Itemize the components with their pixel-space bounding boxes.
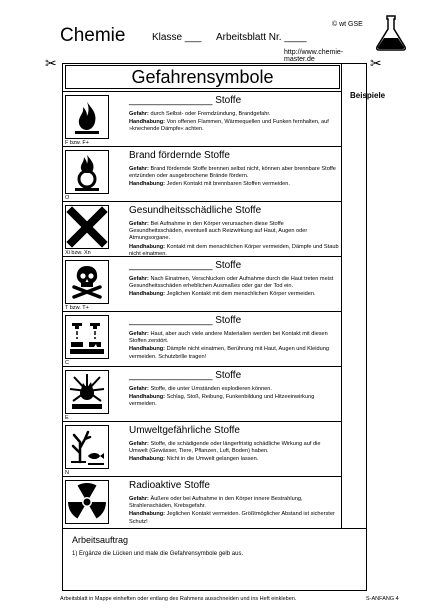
assignment-title: Arbeitsauftrag (72, 535, 129, 545)
handling-label: Handhabung: (129, 291, 166, 298)
copyright-text: © wt GSE (332, 21, 363, 28)
danger-label: Gefahr: (129, 496, 149, 502)
hazard-title: _______________ Stoffe (129, 315, 242, 326)
handling-label: Handhabung: (129, 511, 166, 518)
subject-title: Chemie (60, 25, 126, 46)
worksheet-header (60, 18, 370, 63)
danger-label: Gefahr: (129, 386, 149, 392)
hazard-code: Xi bzw. Xn (65, 250, 91, 256)
danger-label: Gefahr: (129, 111, 149, 117)
hazard-title: _______________ Stoffe (129, 95, 242, 106)
scissors-icon: ✂ (370, 55, 382, 71)
assignment-section (62, 528, 367, 591)
handling-label: Handhabung: (129, 346, 166, 353)
explosion-icon (65, 370, 109, 414)
skull-icon (65, 260, 109, 304)
handling-label: Handhabung: (129, 119, 166, 126)
handling-label: Handhabung: (129, 243, 166, 250)
hazard-title: Radioaktive Stoffe (129, 480, 210, 491)
handling-text: Jeglichen Kontakt vermeiden. Größtmöglicher Abstand ist sicherster Schutz! (129, 511, 335, 525)
title-box (65, 65, 340, 89)
handling-label: Handhabung: (129, 181, 166, 188)
hazard-title: _______________ Stoffe (129, 260, 242, 271)
hazard-code: O (65, 195, 70, 201)
hazard-code: N (65, 470, 69, 476)
hazard-title: _______________ Stoffe (129, 370, 242, 381)
danger-label: Gefahr: (129, 331, 149, 337)
hazard-code: F bzw. F+ (65, 140, 89, 146)
examples-column-divider (341, 63, 342, 528)
handling-text: Kontakt mit dem menschlichen Körper vermeiden, Dämpfe und Staub nicht einatmen. (129, 243, 339, 257)
hazard-code: T bzw. T+ (65, 305, 89, 311)
handling-text: Von offenen Flammen, Wärmequellen und Funken fernhalten, auf »knechende Dämpfe« achten. (129, 119, 329, 133)
hazard-code: E (65, 415, 69, 421)
handling-text: Schlag, Stoß, Reibung, Funkenbildung und Hitzeeinwirkung vermeiden. (129, 394, 315, 408)
handling-text: Jeglichen Kontakt mit dem menschlichen Körper vermeiden. (166, 291, 316, 298)
handling-text: Nicht in die Umwelt gelangen lassen. (166, 456, 259, 463)
danger-text: durch Selbst- oder Fremdzündung, Brandgefahr. (150, 111, 271, 117)
danger-text: Stoffe, die unter Umständen explodieren können. (150, 386, 272, 392)
handling-text: Jeden Kontakt mit brennbaren Stoffen vermeiden. (166, 181, 290, 188)
dead-tree-fish-icon (65, 425, 109, 469)
danger-text: Stoffe, die schädigende oder längerfristig schädliche Wirkung auf die Umwelt (Gewässer, Tiere, Pflanzen, Luft, Boden) haben. (129, 441, 321, 455)
handling-label: Handhabung: (129, 456, 166, 463)
flame-over-circle-icon (65, 150, 109, 194)
hazard-title: Gesundheitsschädliche Stoffe (129, 205, 262, 216)
assignment-item: 1) Ergänze die Lücken und male die Gefahrensymbole gelb aus. (72, 551, 244, 557)
website-url: http://www.chemie-master.de (284, 49, 344, 63)
footer-instructions: Arbeitsblatt in Mappe einheften oder entlang des Rahmens ausschneiden und ins Heft einkleben. (60, 596, 297, 602)
hazard-title: Umweltgefährliche Stoffe (129, 425, 240, 436)
page-title: Gefahrensymbole (131, 67, 274, 87)
handling-label: Handhabung: (129, 394, 166, 401)
scissors-icon: ✂ (45, 55, 57, 71)
danger-text: Nach Einatmen, Verschlucken oder Aufnahme durch die Haut treten meist Gesundheitsschäden erheblichen Ausmaßes oder gar der Tod ein. (129, 276, 334, 290)
examples-column-header: Beispiele (350, 91, 386, 100)
danger-label: Gefahr: (129, 166, 149, 172)
danger-label: Gefahr: (129, 276, 149, 282)
class-label: Klasse ___ (152, 32, 202, 43)
cross-icon (65, 205, 109, 249)
danger-label: Gefahr: (129, 221, 149, 227)
handling-text: Dämpfe nicht einatmen, Berührung mit Haut, Augen und Kleidung vermeiden. Schutzbrille tragen! (129, 346, 329, 360)
danger-label: Gefahr: (129, 441, 149, 447)
danger-text: Brand fördernde Stoffe brennen selbst nicht, können aber brennbare Stoffe entzünden oder ausgebrochene Brände fördern. (129, 166, 336, 180)
sheet-number-label: Arbeitsblatt Nr. ____ (216, 32, 307, 43)
danger-text: Bei Aufnahme in den Körper verursachen diese Stoffe Gesundheitsschäden, eventuell auch Reizwirkung auf Haut, Augen oder Atmungsorgane. (129, 221, 308, 242)
hazard-code: C (65, 360, 69, 366)
hazard-title: Brand fördernde Stoffe (129, 150, 230, 161)
corrosion-icon (65, 315, 109, 359)
radiation-icon (65, 480, 109, 524)
footer-code: S-ANFANG 4 (366, 596, 399, 602)
danger-text: Haut, aber auch viele andere Materialien werden bei Kontakt mit diesen Stoffen zerstört. (129, 331, 328, 345)
danger-text: Äußere oder bei Aufnahme in den Körper innere Bestrahlung, Strahlenschäden, Krebsgefahr. (129, 496, 303, 510)
flask-icon (372, 14, 410, 52)
flame-icon (65, 95, 109, 139)
